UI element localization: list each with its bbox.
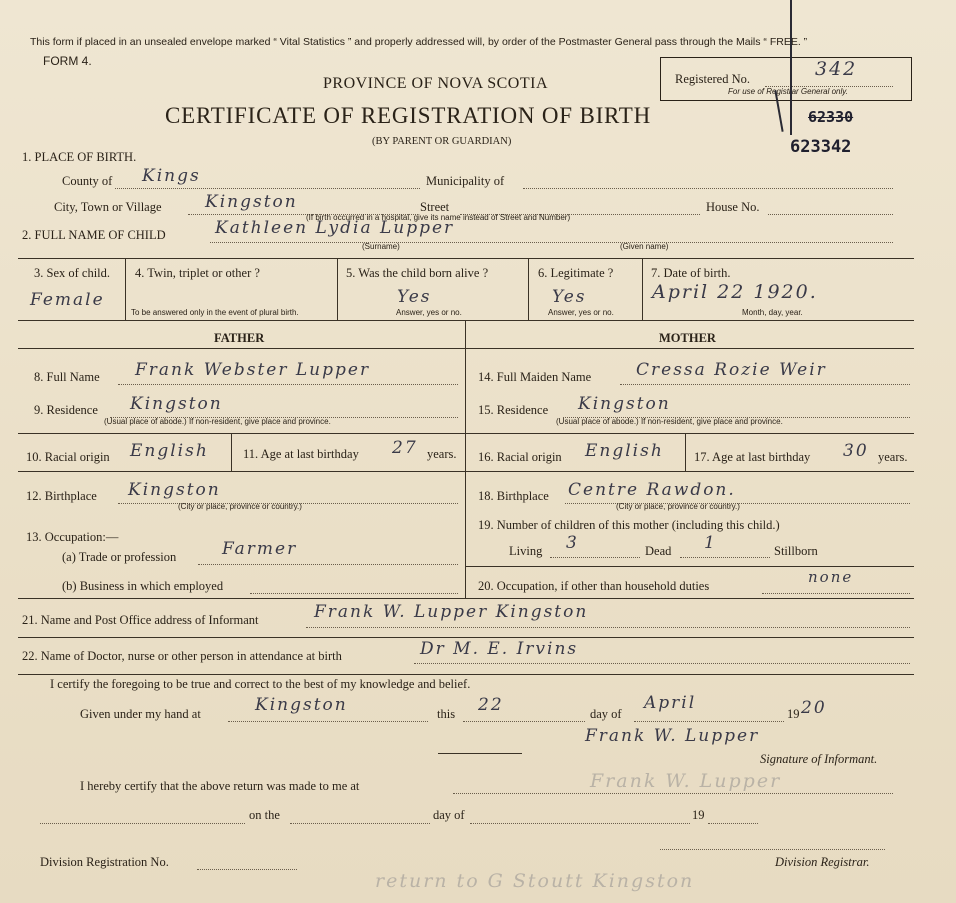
- mother-years: years.: [878, 450, 908, 464]
- given-name-note: (Given name): [620, 242, 669, 251]
- year-prefix: 19: [787, 707, 800, 721]
- father-birthplace-label: 12. Birthplace: [26, 489, 97, 503]
- day-of-label: day of: [590, 707, 622, 721]
- dob-label: 7. Date of birth.: [651, 266, 731, 280]
- mother-racial-value: English: [585, 441, 664, 461]
- registrar-note: For use of Registrar General only.: [728, 87, 848, 96]
- division-reg-label: Division Registration No.: [40, 855, 169, 869]
- alive-label: 5. Was the child born alive ?: [346, 266, 489, 280]
- faint-signature: Frank W. Lupper: [590, 770, 782, 792]
- child-name-value: Kathleen Lydia Lupper: [215, 218, 455, 238]
- father-years: years.: [427, 447, 457, 461]
- crossed-number: 62330: [808, 108, 854, 126]
- mother-birthplace-label: 18. Birthplace: [478, 489, 549, 503]
- father-residence-label: 9. Residence: [34, 403, 98, 417]
- trade-label: (a) Trade or profession: [62, 550, 177, 564]
- return-label: I hereby certify that the above return was made to me at: [80, 779, 360, 793]
- doctor-value: Dr M. E. Irvins: [420, 639, 579, 659]
- father-age-value: 27: [392, 438, 418, 458]
- mother-children-label: 19. Number of children of this mother (including this child.): [478, 518, 780, 532]
- living-value: 3: [566, 533, 579, 553]
- day-of2-label: day of: [433, 808, 465, 822]
- registry-pen-mark: [790, 0, 792, 135]
- given-place-value: Kingston: [255, 695, 348, 715]
- county-label: County of: [62, 174, 113, 188]
- father-birthplace-value: Kingston: [128, 480, 221, 500]
- house-label: House No.: [706, 200, 760, 214]
- business-label: (b) Business in which employed: [62, 579, 224, 593]
- dead-value: 1: [704, 533, 717, 553]
- registered-label: Registered No.: [675, 72, 750, 86]
- year-value: 20: [801, 698, 827, 718]
- legitimate-label: 6. Legitimate ?: [538, 266, 614, 280]
- year2-label: 19: [692, 808, 705, 822]
- street-note: (If birth occurred in a hospital, give its name instead of Street and Number): [306, 213, 571, 222]
- child-name-label: 2. FULL NAME OF CHILD: [22, 228, 166, 242]
- mother-racial-label: 16. Racial origin: [478, 450, 562, 464]
- municipality-label: Municipality of: [426, 174, 505, 188]
- dob-note: Month, day, year.: [742, 308, 803, 317]
- certificate-title: CERTIFICATE OF REGISTRATION OF BIRTH: [165, 103, 652, 128]
- form-number: FORM 4.: [43, 54, 92, 68]
- mail-notice: This form if placed in an unsealed envelope marked “ Vital Statistics ” and properly addressed will, by order of the Postmaster General pass through the Mails “ FREE. ”: [30, 36, 808, 48]
- certify-statement: I certify the foregoing to be true and correct to the best of my knowledge and belief.: [50, 677, 471, 691]
- given-label: Given under my hand at: [80, 707, 201, 721]
- father-residence-value: Kingston: [130, 394, 223, 414]
- mother-occupation-value: none: [808, 568, 854, 586]
- dead-label: Dead: [645, 544, 672, 558]
- city-value: Kingston: [205, 192, 298, 212]
- stillborn-label: Stillborn: [774, 544, 818, 558]
- mother-heading: MOTHER: [659, 331, 716, 345]
- registered-value: 342: [815, 58, 858, 80]
- surname-note: (Surname): [362, 242, 400, 251]
- father-racial-label: 10. Racial origin: [26, 450, 110, 464]
- parents-divider: [465, 320, 466, 598]
- mother-age-label: 17. Age at last birthday: [694, 450, 811, 464]
- father-name-label: 8. Full Name: [34, 370, 100, 384]
- certificate-subtitle: (BY PARENT OR GUARDIAN): [372, 136, 512, 147]
- father-birthplace-note: (City or place, province or country.): [178, 502, 302, 511]
- division-registrar-label: Division Registrar.: [775, 855, 870, 869]
- alive-value: Yes: [397, 287, 432, 307]
- twin-label: 4. Twin, triplet or other ?: [135, 266, 260, 280]
- father-name-value: Frank Webster Lupper: [135, 360, 371, 380]
- stamp-number: 623342: [790, 137, 852, 157]
- living-label: Living: [509, 544, 543, 558]
- sex-label: 3. Sex of child.: [34, 266, 111, 280]
- mother-birthplace-value: Centre Rawdon.: [568, 480, 736, 500]
- street-label: Street: [420, 200, 450, 214]
- trade-value: Farmer: [222, 539, 298, 559]
- informant-label: 21. Name and Post Office address of Informant: [22, 613, 259, 627]
- month-value: April: [644, 693, 697, 713]
- this-label: this: [437, 707, 456, 721]
- faint-note: return to G Stoutt Kingston: [375, 870, 695, 892]
- mother-name-value: Cressa Rozie Weir: [636, 360, 827, 380]
- father-racial-value: English: [130, 441, 209, 461]
- on-the-label: on the: [249, 808, 280, 822]
- signature-label: Signature of Informant.: [760, 752, 878, 766]
- place-of-birth-heading: 1. PLACE OF BIRTH.: [22, 150, 137, 164]
- mother-residence-note: (Usual place of abode.) If non-resident, give place and province.: [556, 417, 783, 426]
- city-label: City, Town or Village: [54, 200, 162, 214]
- legitimate-value: Yes: [552, 287, 587, 307]
- father-occupation-label: 13. Occupation:—: [26, 530, 119, 544]
- father-heading: FATHER: [214, 331, 265, 345]
- mother-age-value: 30: [843, 441, 869, 461]
- informant-signature: Frank W. Lupper: [585, 726, 760, 746]
- mother-birthplace-note: (City or place, province or country.): [616, 502, 740, 511]
- doctor-label: 22. Name of Doctor, nurse or other person in attendance at birth: [22, 649, 342, 663]
- province-title: PROVINCE OF NOVA SCOTIA: [323, 75, 549, 92]
- dob-value: April 22 1920.: [652, 281, 818, 303]
- father-residence-note: (Usual place of abode.) If non-resident, give place and province.: [104, 417, 331, 426]
- father-age-label: 11. Age at last birthday: [243, 447, 359, 461]
- twin-note: To be answered only in the event of plural birth.: [131, 308, 299, 317]
- county-value: Kings: [142, 166, 201, 186]
- day-value: 22: [478, 695, 504, 715]
- legitimate-note: Answer, yes or no.: [548, 308, 614, 317]
- mother-residence-value: Kingston: [578, 394, 671, 414]
- sex-value: Female: [30, 290, 105, 310]
- mother-residence-label: 15. Residence: [478, 403, 549, 417]
- mother-name-label: 14. Full Maiden Name: [478, 370, 592, 384]
- informant-value: Frank W. Lupper Kingston: [314, 602, 589, 622]
- alive-note: Answer, yes or no.: [396, 308, 462, 317]
- mother-occupation-label: 20. Occupation, if other than household duties: [478, 579, 710, 593]
